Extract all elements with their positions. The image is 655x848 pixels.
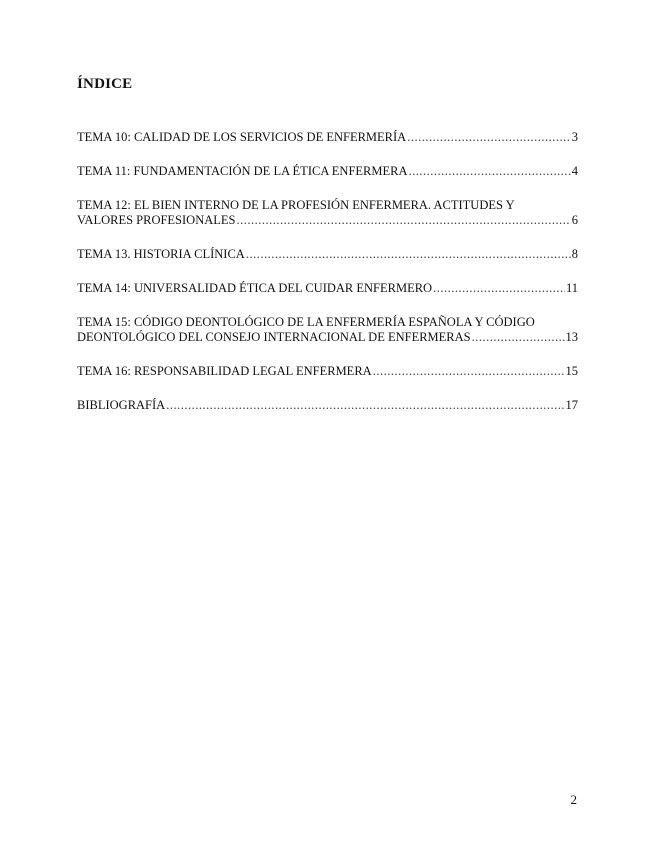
toc-entry-page: 6 <box>571 213 578 227</box>
toc-entry-tema-13[interactable] <box>77 247 578 262</box>
toc-entry-tema-14[interactable] <box>77 281 578 296</box>
toc-entry-title: TEMA 16: RESPONSABILIDAD LEGAL ENFERMERA <box>77 364 372 378</box>
toc-entry-tema-12[interactable] <box>77 198 578 228</box>
table-of-contents <box>77 130 578 432</box>
toc-entry-title: DEONTOLÓGICO DEL CONSEJO INTERNACIONAL DE ENFERMERAS <box>77 330 471 344</box>
toc-line <box>77 164 578 179</box>
dot-leader <box>407 130 571 145</box>
toc-entry-page: 4 <box>571 164 578 178</box>
toc-heading: ÍNDICE <box>77 76 133 92</box>
toc-line <box>77 130 578 145</box>
toc-entry-page: 13 <box>565 330 578 344</box>
toc-entry-title-line1: TEMA 12: EL BIEN INTERNO DE LA PROFESIÓN ENFERMERA. ACTITUDES Y <box>77 198 515 212</box>
toc-entry-page: 17 <box>565 398 578 412</box>
dot-leader <box>472 330 565 345</box>
toc-line <box>77 330 578 345</box>
dot-leader <box>433 281 565 296</box>
toc-entry-title: TEMA 13. HISTORIA CLÍNICA <box>77 247 245 261</box>
toc-entry-tema-10[interactable] <box>77 130 578 145</box>
dot-leader <box>166 398 564 413</box>
dot-leader <box>408 164 570 179</box>
toc-entry-title: TEMA 11: FUNDAMENTACIÓN DE LA ÉTICA ENFERMERA <box>77 164 408 178</box>
toc-entry-title: TEMA 14: UNIVERSALIDAD ÉTICA DEL CUIDAR ENFERMERO <box>77 281 433 295</box>
toc-entry-tema-16[interactable] <box>77 364 578 379</box>
toc-entry-tema-11[interactable] <box>77 164 578 179</box>
dot-leader <box>246 247 571 262</box>
toc-line <box>77 247 578 262</box>
toc-entry-title: VALORES PROFESIONALES <box>77 213 236 227</box>
toc-line <box>77 364 578 379</box>
toc-line <box>77 398 578 413</box>
toc-entry-page: 8 <box>571 247 578 261</box>
toc-entry-title: BIBLIOGRAFÍA <box>77 398 166 412</box>
dot-leader <box>373 364 565 379</box>
toc-entry-page: 15 <box>565 364 578 378</box>
page-number: 2 <box>570 792 577 807</box>
toc-entry-tema-15[interactable] <box>77 315 578 345</box>
toc-entry-title: TEMA 10: CALIDAD DE LOS SERVICIOS DE ENFERMERÍA <box>77 130 407 144</box>
toc-line <box>77 213 578 228</box>
toc-line <box>77 281 578 296</box>
toc-entry-page: 11 <box>565 281 578 295</box>
toc-entry-title-line1: TEMA 15: CÓDIGO DEONTOLÓGICO DE LA ENFERMERÍA ESPAÑOLA Y CÓDIGO <box>77 315 535 329</box>
toc-entry-bibliografia[interactable] <box>77 398 578 413</box>
toc-entry-page: 3 <box>571 130 578 144</box>
dot-leader <box>236 213 570 228</box>
